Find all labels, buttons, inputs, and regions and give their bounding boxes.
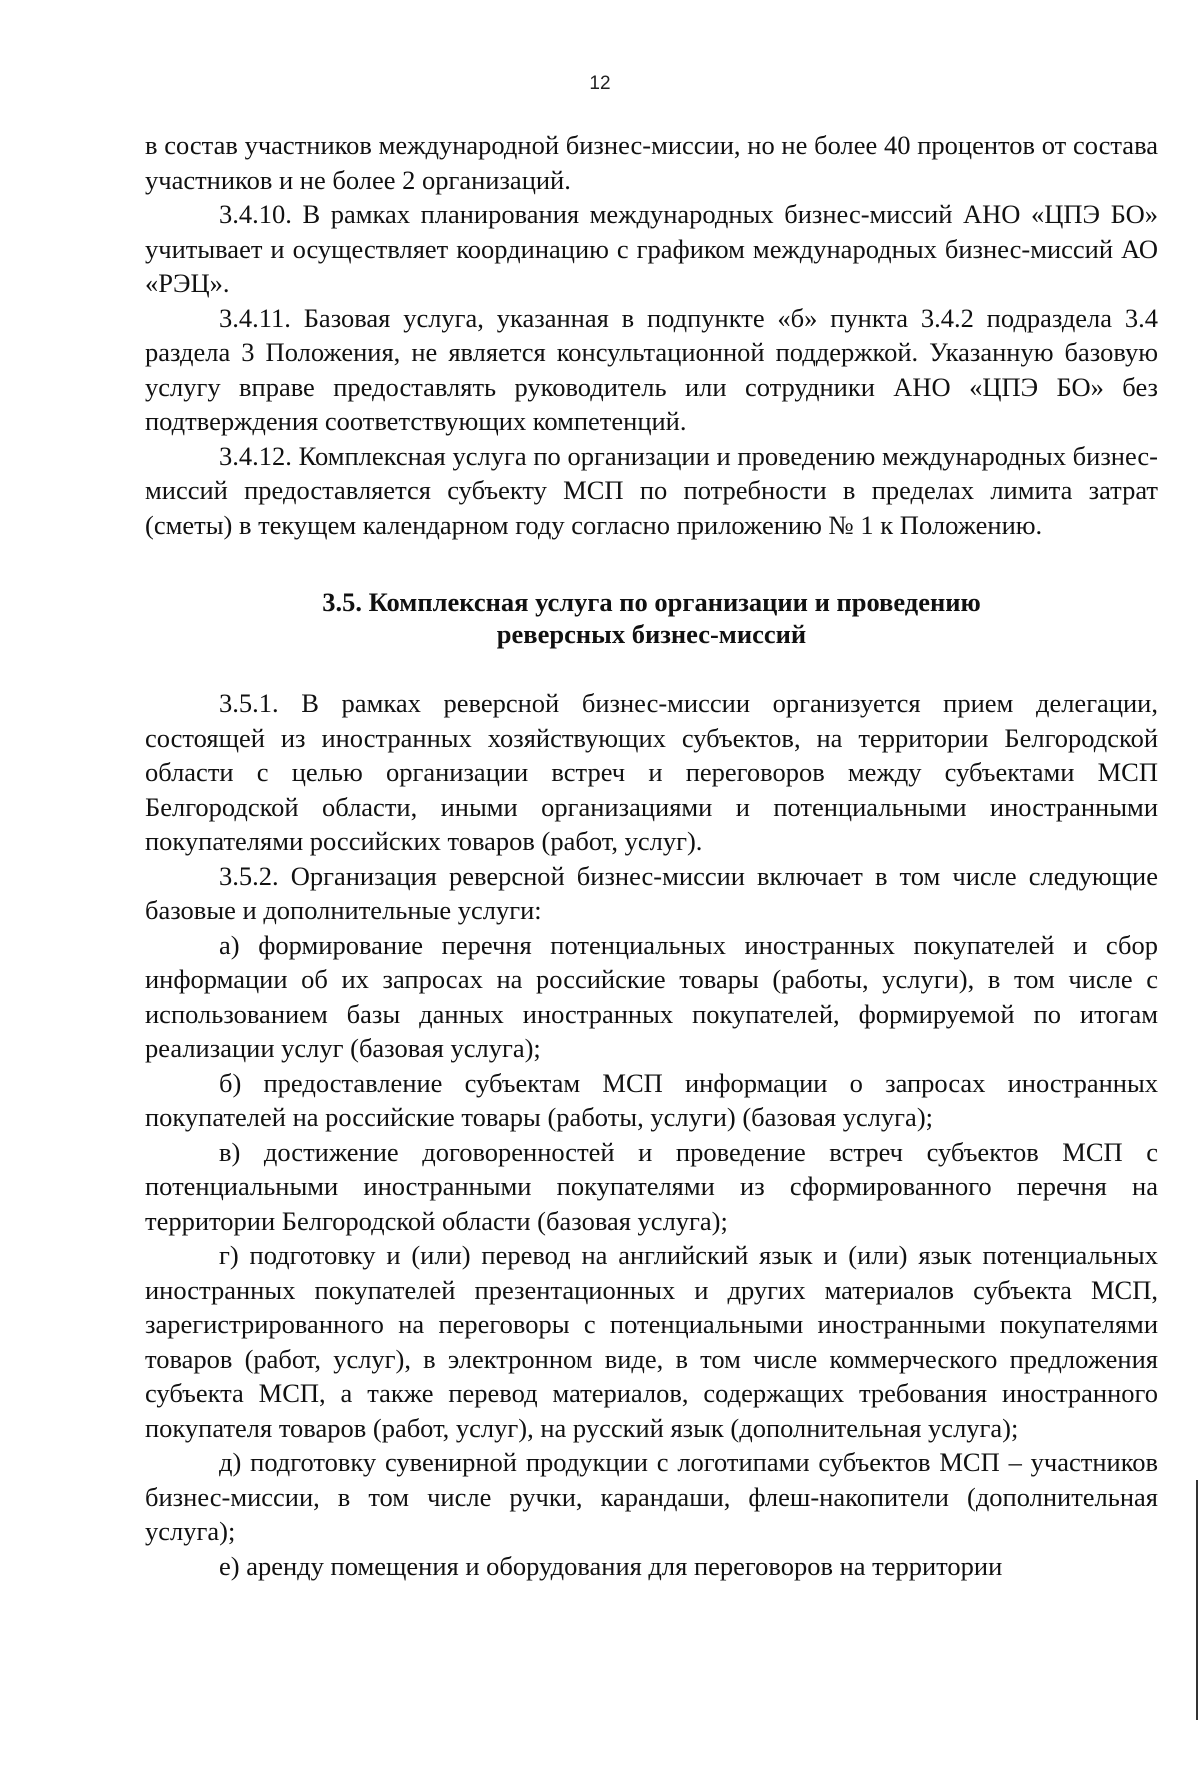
paragraph: в состав участников международной бизнес-миссии, но не более 40 процентов от состава участников и не более 2 организаций. xyxy=(145,130,1158,195)
scan-edge-mark xyxy=(1196,1480,1198,1720)
paragraph-3-5-2: 3.5.2. Организация реверсной бизнес-миссии включает в том числе следующие базовые и дополнительные услуги: xyxy=(145,860,1158,925)
list-item-g: г) подготовку и (или) перевод на английский язык и (или) язык потенциальных иностранных покупателей презентационных и других материалов субъекта МСП, зарегистрированного на переговоры с потенциальными иностранными покупателями товаров (работ, услуг), в электронном виде, в том числе коммерческого предложения субъекта МСП, а также перевод материалов, содержащих требования иностранного покупателя товаров (работ, услуг), на русский язык (дополнительная услуга); xyxy=(145,1240,1158,1443)
list-item-b: б) предоставление субъектам МСП информации о запросах иностранных покупателей на российские товары (работы, услуги) (базовая услуга); xyxy=(145,1067,1158,1132)
list-item-e: е) аренду помещения и оборудования для переговоров на территории xyxy=(219,1550,1003,1581)
list-item-d: д) подготовку сувенирной продукции с логотипами субъектов МСП – участников бизнес-миссии, в том числе ручки, карандаши, флеш-накопители (дополнительная услуга); xyxy=(145,1447,1158,1546)
paragraph-3-4-11: 3.4.11. Базовая услуга, указанная в подпункте «б» пункта 3.4.2 подраздела 3.4 раздела 3 Положения, не является консультационной поддержкой. Указанную базовую услугу вправе предоставлять руководитель или сотрудники АНО «ЦПЭ БО» без подтверждения соответствующих компетенций. xyxy=(145,302,1158,436)
list-item-a: а) формирование перечня потенциальных иностранных покупателей и сбор информации об их запросах на российские товары (работы, услуги), в том числе с использованием базы данных иностранных покупателей, формируемой по итогам реализации услуг (базовая услуга); xyxy=(145,929,1158,1063)
paragraph-3-5-1: 3.5.1. В рамках реверсной бизнес-миссии организуется прием делегации, состоящей из иностранных хозяйствующих субъектов, на территории Белгородской области с целью организации встреч и переговоров между субъектами МСП Белгородской области, иными организациями и потенциальными иностранными покупателями российских товаров (работ, услуг). xyxy=(145,688,1158,856)
page-number: 12 xyxy=(589,73,611,94)
section-heading-line-2: реверсных бизнес-миссий xyxy=(496,619,807,649)
paragraph-3-4-12: 3.4.12. Комплексная услуга по организации и проведению международных бизнес-миссий предоставляется субъекту МСП по потребности в пределах лимита затрат (сметы) в текущем календарном году согласно приложению № 1 к Положению. xyxy=(145,440,1158,540)
section-heading-line-1: 3.5. Комплексная услуга по организации и проведению xyxy=(322,587,981,617)
paragraph-3-4-10: 3.4.10. В рамках планирования международных бизнес-миссий АНО «ЦПЭ БО» учитывает и осуществляет координацию с графиком международных бизнес-миссий АО «РЭЦ». xyxy=(145,199,1158,298)
document-body xyxy=(145,128,1158,1583)
section-heading-3-5 xyxy=(145,586,1158,650)
list-item-v: в) достижение договоренностей и проведение встреч субъектов МСП с потенциальными иностранными покупателями из сформированного перечня на территории Белгородской области (базовая услуга); xyxy=(145,1136,1158,1236)
